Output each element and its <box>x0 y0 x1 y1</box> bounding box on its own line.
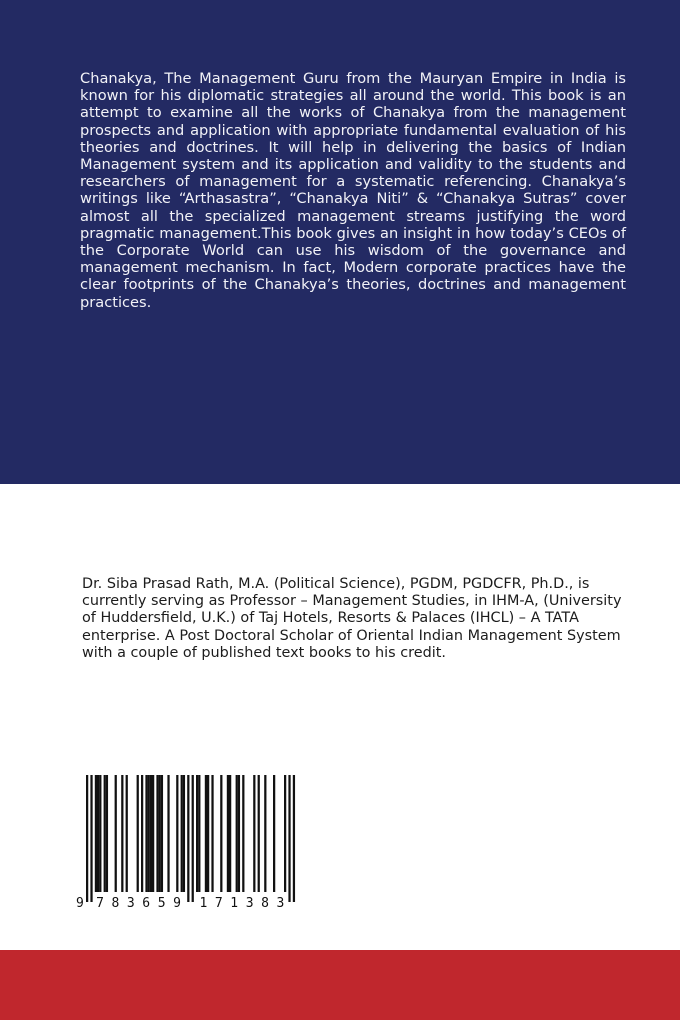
barcode-bars <box>86 775 295 902</box>
barcode-bar <box>176 775 178 892</box>
barcode-bar <box>97 775 99 892</box>
isbn-digit: 1 <box>199 896 208 910</box>
barcode-bar <box>181 775 183 892</box>
barcode-bar <box>161 775 163 892</box>
barcode-bar <box>258 775 260 892</box>
barcode-bar <box>211 775 213 892</box>
barcode-bar <box>159 775 161 892</box>
isbn-digit: 3 <box>276 896 285 910</box>
isbn-barcode <box>74 772 310 910</box>
isbn-digit: 6 <box>142 896 151 910</box>
barcode-bar <box>183 775 185 892</box>
barcode-bar <box>207 775 209 892</box>
barcode-bar <box>141 775 143 892</box>
barcode-bar <box>220 775 222 892</box>
barcode-bar <box>238 775 240 892</box>
barcode-bar <box>152 775 154 892</box>
isbn-digit: 5 <box>157 896 166 910</box>
barcode-bar <box>150 775 152 892</box>
barcode-bar <box>156 775 158 892</box>
barcode-bar <box>99 775 101 892</box>
barcode-graphic <box>74 772 310 910</box>
barcode-bar <box>115 775 117 892</box>
barcode-bar <box>236 775 238 892</box>
barcode-guard-bar <box>90 775 92 902</box>
isbn-digit: 7 <box>96 896 104 910</box>
isbn-digit: 8 <box>261 896 269 910</box>
barcode-bar <box>137 775 139 892</box>
barcode-bar <box>205 775 207 892</box>
barcode-bar <box>229 775 231 892</box>
barcode-bar <box>126 775 128 892</box>
barcode-bar <box>227 775 229 892</box>
barcode-bar <box>106 775 108 892</box>
barcode-bar <box>95 775 97 892</box>
barcode-bar <box>242 775 244 892</box>
isbn-digit: 8 <box>111 896 120 910</box>
isbn-digit: 1 <box>230 896 239 910</box>
isbn-digit: 7 <box>214 896 223 910</box>
red-bottom-band <box>0 950 680 1020</box>
book-description-blurb: Chanakya, The Management Guru from the Mauryan Empire in India is known for his diplomatic strategies all around the world. This book is an attempt to examine all the works of Chanakya from the management prospects and application with appropriate fundamental evaluation of his theories and doctrines. It will help in delivering the basics of Indian Management system and its application and validity to the students and researchers of management for a systematic referencing. Chanakya’s writings like “Arthasastra”, “Chanakya Niti” & “Chanakya Sutras” cover almost all the specialized management streams justifying the word pragmatic management.This book gives an insight in how today’s CEOs of the Corporate World can use his wisdom of the governance and management mechanism. In fact, Modern corporate practices have the clear footprints of the Chanakya’s theories, doctrines and management practices. <box>80 70 626 311</box>
barcode-bar <box>121 775 123 892</box>
barcode-bar <box>145 775 147 892</box>
barcode-guard-bar <box>86 775 88 902</box>
barcode-bar <box>198 775 200 892</box>
barcode-guard-bar <box>187 775 189 902</box>
barcode-bar <box>264 775 266 892</box>
barcode-guard-bar <box>192 775 194 902</box>
barcode-bar <box>196 775 198 892</box>
isbn-digit: 3 <box>126 896 135 910</box>
isbn-digit: 3 <box>245 896 254 910</box>
author-biography: Dr. Siba Prasad Rath, M.A. (Political Science), PGDM, PGDCFR, Ph.D., is currently serving as Professor – Management Studies, in IHM-A, (University of Huddersfield, U.K.) of Taj Hotels, Resorts & Palaces (IHCL) – A TATA enterprise. A Post Doctoral Scholar of Oriental Indian Management System with a couple of published text books to his credit. <box>82 576 622 661</box>
barcode-guard-bar <box>288 775 290 902</box>
blue-top-panel <box>0 0 680 484</box>
isbn-digits <box>76 896 284 910</box>
barcode-bar <box>148 775 150 892</box>
isbn-digit: 9 <box>173 896 181 910</box>
barcode-bar <box>284 775 286 892</box>
isbn-digit: 9 <box>76 896 84 910</box>
barcode-bar <box>253 775 255 892</box>
barcode-bar <box>167 775 169 892</box>
barcode-bar <box>104 775 106 892</box>
barcode-guard-bar <box>293 775 295 902</box>
barcode-bar <box>273 775 275 892</box>
